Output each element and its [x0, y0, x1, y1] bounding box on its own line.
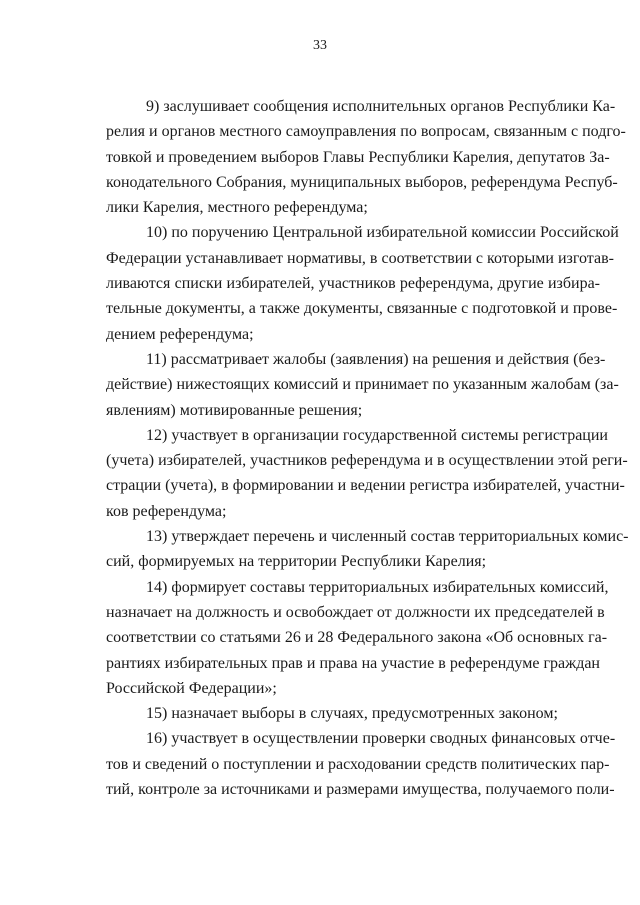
text-line: дением референдума;	[106, 325, 254, 343]
text-line: страции (учета), в формировании и ведении регистра избирателей, участни-	[106, 477, 625, 495]
text-line: 9) заслушивает сообщения исполнительных органов Республики Ка-	[146, 98, 616, 115]
text-line: лики Карелия, местного референдума;	[106, 199, 368, 217]
paragraph-item-15	[106, 701, 600, 726]
text-line: тов и сведений о поступлении и расходовании средств политических пар-	[106, 755, 610, 773]
text-line: 13) утверждает перечень и численный состав территориальных комис-	[146, 528, 629, 546]
text-line: 15) назначает выборы в случаях, предусмотренных законом;	[146, 705, 558, 723]
text-line: 11) рассматривает жалобы (заявления) на решения и действия (без-	[146, 350, 606, 368]
text-line: тельные документы, а также документы, связанные с подготовкой и прове-	[106, 300, 618, 318]
text-line: 14) формирует составы территориальных избирательных комиссий,	[146, 578, 609, 596]
text-line: конодательного Собрания, муниципальных выборов, референдума Респуб-	[106, 173, 618, 191]
text-line: Федерации устанавливает нормативы, в соответствии с которыми изготав-	[106, 249, 614, 267]
text-line: тий, контроле за источниками и размерами имущества, получаемого поли-	[106, 781, 615, 799]
paragraph-item-10	[106, 220, 619, 346]
text-line: назначает на должность и освобождает от должности их председателей в	[106, 603, 605, 621]
text-line: ков референдума;	[106, 502, 227, 520]
text-line: соответствии со статьями 26 и 28 Федерального закона «Об основных га-	[106, 629, 608, 647]
text-line: рантиях избирательных прав и права на участие в референдуме граждан	[106, 654, 600, 672]
text-line: сий, формируемых на территории Республики Карелия;	[106, 553, 487, 571]
body-text	[106, 94, 629, 802]
text-line: Российской Федерации»;	[106, 679, 277, 697]
text-line: 16) участвует в осуществлении проверки сводных финансовых отче-	[146, 730, 616, 748]
paragraph-item-14	[106, 575, 609, 701]
paragraph-item-16	[106, 726, 616, 802]
page-number: 33	[313, 38, 327, 53]
text-line: ливаются списки избирателей, участников референдума, другие избира-	[106, 275, 600, 293]
text-line: товкой и проведением выборов Главы Республики Карелия, депутатов За-	[106, 148, 610, 166]
text-line: явлениям) мотивированные решения;	[106, 401, 363, 419]
text-line: 12) участвует в организации государственной системы регистрации	[146, 426, 608, 444]
text-line: действие) нижестоящих комиссий и принимает по указанным жалобам (за-	[106, 376, 619, 394]
text-line: 10) по поручению Центральной избирательной комиссии Российской	[146, 224, 619, 242]
paragraph-item-12	[106, 423, 628, 524]
paragraph-item-11	[106, 347, 619, 423]
text-line: релия и органов местного самоуправления по вопросам, связанным с подго-	[106, 123, 626, 141]
paragraph-item-9	[106, 94, 626, 220]
text-line: (учета) избирателей, участников референдума и в осуществлении этой реги-	[106, 452, 628, 470]
paragraph-item-13	[106, 524, 629, 575]
